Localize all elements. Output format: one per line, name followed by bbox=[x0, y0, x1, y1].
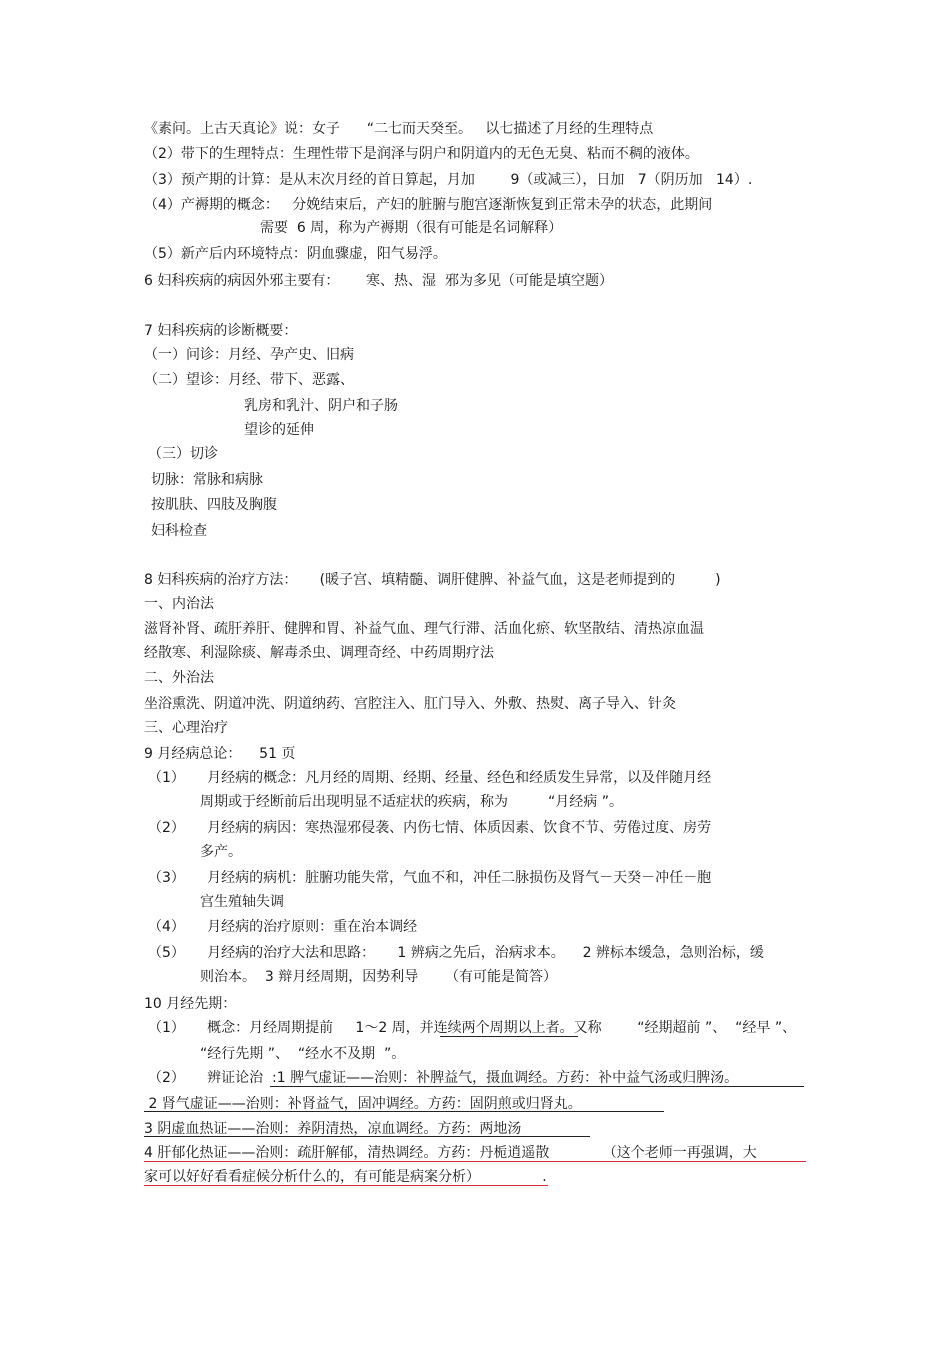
text-line: “经行先期 ”、 “经水不及期 ”。 bbox=[200, 1046, 406, 1062]
underline-mark bbox=[440, 1036, 578, 1037]
section-heading: 10 月经先期： bbox=[144, 996, 237, 1012]
text-line: 滋肾补肾、疏肝养肝、健脾和胃、补益气血、理气行滞、活血化瘀、软坚散结、清热凉血温 bbox=[144, 621, 704, 637]
text-line: （二）望诊：月经、带下、恶露、 bbox=[144, 372, 354, 388]
text-line: 多产。 bbox=[200, 844, 242, 860]
text-line: 3 阴虚血热证——治则：养阴清热，凉血调经。方药：两地汤 bbox=[144, 1121, 522, 1137]
red-underline-mark bbox=[144, 1161, 806, 1162]
text-line: 妇科检查 bbox=[151, 523, 207, 539]
text-line: 乳房和乳汁、阴户和子肠 bbox=[244, 398, 398, 414]
text-line: 坐浴熏洗、阴道冲洗、阴道纳药、宫腔注入、肛门导入、外敷、热熨、离子导入、针灸 bbox=[144, 696, 676, 712]
text-line: 望诊的延伸 bbox=[244, 422, 314, 438]
text-line: （2） 月经病的病因：寒热湿邪侵袭、内伤七情、体质因素、饮食不节、劳倦过度、房劳 bbox=[148, 820, 712, 836]
red-underline-mark bbox=[144, 1185, 548, 1186]
text-line: 按肌肤、四肢及胸腹 bbox=[151, 497, 277, 513]
text-line: （5） 月经病的治疗大法和思路： 1 辨病之先后，治病求本。 2 辨标本缓急，急则治标，缓 bbox=[148, 945, 764, 961]
text-line: （4） 月经病的治疗原则：重在治本调经 bbox=[148, 919, 418, 935]
text-line: 经散寒、利湿除痰、解毒杀虫、调理奇经、中药周期疗法 bbox=[144, 645, 494, 661]
text-line: 二、外治法 bbox=[144, 670, 214, 686]
text-line: 2 肾气虚证——治则：补肾益气，固冲调经。方药：固阴煎或归肾丸。 bbox=[144, 1096, 582, 1112]
text-line: 一、内治法 bbox=[144, 596, 214, 612]
text-line: （2） 辨证论治 :1 脾气虚证——治则：补脾益气，摄血调经。方药：补中益气汤或归脾汤。 bbox=[148, 1070, 739, 1086]
text-line: 家可以好好看看症候分析什么的，有可能是病案分析） . bbox=[144, 1169, 547, 1185]
text-line: （4）产褥期的概念： 分娩结束后，产妇的脏腑与胞宫逐渐恢复到正常未孕的状态，此期间 bbox=[144, 197, 713, 213]
text-line: （1） 概念：月经周期提前 1～2 周，并连续两个周期以上者。又称 “经期超前 ”、 “经早 ”、 bbox=[148, 1020, 797, 1036]
text-line: （3）预产期的计算：是从末次月经的首日算起，月加 9（或减三），日加 7（阴历加 14）. bbox=[144, 172, 753, 188]
text-line: （1） 月经病的概念：凡月经的周期、经期、经量、经色和经质发生异常，以及伴随月经 bbox=[148, 770, 712, 786]
text-line: 《素问。上古天真论》说：女子 “二七而天癸至。 以七描述了月经的生理特点 bbox=[144, 121, 654, 137]
text-line: （三）切诊 bbox=[148, 446, 218, 462]
underline-mark bbox=[270, 1086, 804, 1087]
text-line: （3） 月经病的病机：脏腑功能失常，气血不和，冲任二脉损伤及肾气－天癸－冲任－胞 bbox=[148, 870, 712, 886]
text-line: （5）新产后内环境特点：阴血骤虚，阳气易浮。 bbox=[144, 246, 447, 262]
text-line: 三、心理治疗 bbox=[144, 720, 228, 736]
section-heading: 8 妇科疾病的治疗方法： (暖子宫、填精髓、调肝健脾、补益气血，这是老师提到的 ) bbox=[144, 572, 721, 588]
underline-mark bbox=[144, 1111, 664, 1112]
text-line: 切脉：常脉和病脉 bbox=[151, 472, 263, 488]
text-line: 周期或于经断前后出现明显不适症状的疾病，称为 “月经病 ”。 bbox=[200, 794, 624, 810]
section-heading: 6 妇科疾病的病因外邪主要有： 寒、热、湿 邪为多见（可能是填空题） bbox=[144, 273, 613, 289]
text-line: 则治本。 3 辩月经周期，因势利导 （有可能是简答） bbox=[200, 969, 557, 985]
text-line: （2）带下的生理特点：生理性带下是润泽与阴户和阴道内的无色无臭、粘而不稠的液体。 bbox=[144, 146, 699, 162]
section-heading: 7 妇科疾病的诊断概要： bbox=[144, 323, 298, 339]
section-heading: 9 月经病总论： 51 页 bbox=[144, 746, 296, 762]
text-line: （一）问诊：月经、孕产史、旧病 bbox=[144, 347, 354, 363]
text-line: 需要 6 周，称为产褥期（很有可能是名词解释） bbox=[260, 220, 563, 236]
underline-mark bbox=[144, 1136, 590, 1137]
text-line: 宫生殖轴失调 bbox=[200, 894, 284, 910]
text-line: 4 肝郁化热证——治则：疏肝解郁，清热调经。方药：丹栀逍遥散 （这个老师一再强调，大 bbox=[144, 1145, 757, 1161]
